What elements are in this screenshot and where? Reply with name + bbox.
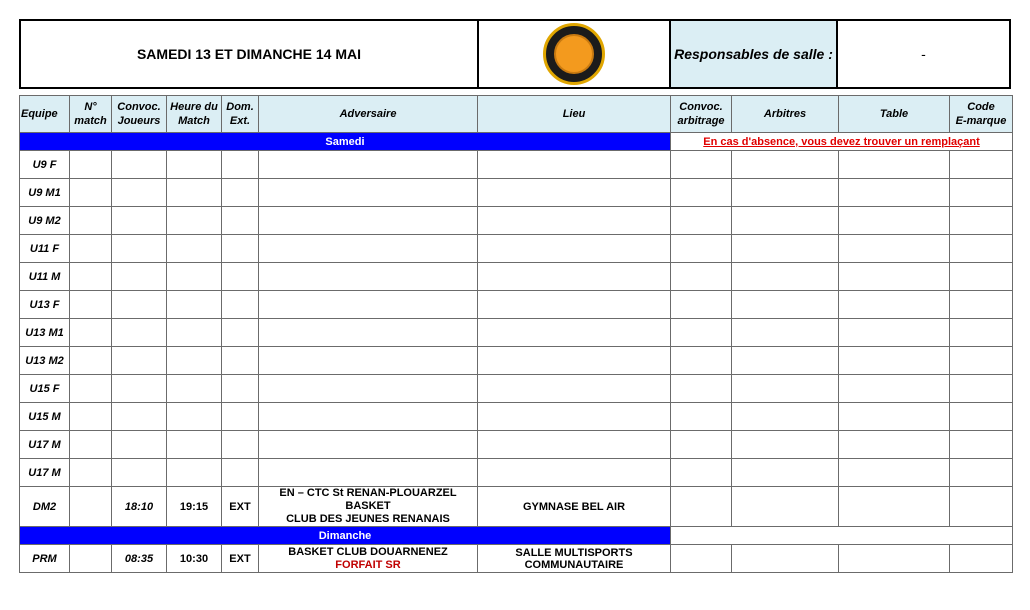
match-number-cell[interactable]: [70, 403, 112, 431]
adversaire-cell[interactable]: [259, 347, 478, 375]
table-cell[interactable]: [839, 487, 950, 527]
arbitres-cell[interactable]: [732, 207, 839, 235]
responsables-value[interactable]: -: [836, 19, 1011, 89]
heure-match-cell[interactable]: [167, 235, 222, 263]
convoc-joueurs-cell[interactable]: [112, 459, 167, 487]
heure-match-cell[interactable]: 10:30: [167, 545, 222, 573]
team-cell: U9 M1: [20, 179, 70, 207]
adversaire-cell[interactable]: BASKET CLUB DOUARNENEZ FORFAIT SR: [259, 545, 478, 573]
convoc-arbitrage-cell[interactable]: [671, 291, 732, 319]
heure-match-cell[interactable]: [167, 179, 222, 207]
adversaire-cell[interactable]: [259, 263, 478, 291]
heure-match-cell[interactable]: [167, 207, 222, 235]
dom-ext-cell[interactable]: [222, 375, 259, 403]
table-row: [20, 431, 1013, 459]
section-dimanche: [20, 527, 1013, 545]
team-cell: U13 M2: [20, 347, 70, 375]
lieu-cell[interactable]: [478, 403, 671, 431]
convoc-joueurs-cell[interactable]: [112, 375, 167, 403]
arbitres-cell[interactable]: [732, 291, 839, 319]
adversaire-cell[interactable]: [259, 235, 478, 263]
team-cell: U17 M: [20, 459, 70, 487]
adversaire-note: FORFAIT SR: [335, 558, 401, 571]
table-row: [20, 235, 1013, 263]
adversaire-cell[interactable]: [259, 291, 478, 319]
convoc-arbitrage-cell[interactable]: [671, 403, 732, 431]
heure-match-cell[interactable]: [167, 459, 222, 487]
convoc-arbitrage-cell[interactable]: [671, 459, 732, 487]
schedule-table: [19, 95, 1013, 573]
convoc-joueurs-cell[interactable]: [112, 431, 167, 459]
match-number-cell[interactable]: [70, 291, 112, 319]
match-number-cell[interactable]: [70, 347, 112, 375]
dom-ext-cell[interactable]: EXT: [222, 545, 259, 573]
table-cell[interactable]: [839, 179, 950, 207]
convoc-joueurs-cell[interactable]: [112, 347, 167, 375]
lieu-cell[interactable]: [478, 375, 671, 403]
arbitres-cell[interactable]: [732, 319, 839, 347]
team-cell: U9 F: [20, 151, 70, 179]
adversaire-cell[interactable]: [259, 431, 478, 459]
adversaire-cell[interactable]: [259, 151, 478, 179]
convoc-joueurs-cell[interactable]: [112, 403, 167, 431]
table-cell[interactable]: [839, 319, 950, 347]
table-row: [20, 151, 1013, 179]
team-cell: U15 F: [20, 375, 70, 403]
match-number-cell[interactable]: [70, 545, 112, 573]
convoc-joueurs-cell[interactable]: [112, 179, 167, 207]
match-number-cell[interactable]: [70, 207, 112, 235]
table-row: [20, 403, 1013, 431]
absence-notice: En cas d'absence, vous devez trouver un remplaçant: [671, 133, 1013, 151]
adversaire-cell[interactable]: [259, 375, 478, 403]
arbitres-cell[interactable]: [732, 179, 839, 207]
match-number-cell[interactable]: [70, 319, 112, 347]
col-adversaire: Adversaire: [259, 96, 478, 133]
lieu-cell[interactable]: [478, 263, 671, 291]
dom-ext-cell[interactable]: [222, 179, 259, 207]
code-emarque-cell[interactable]: [950, 235, 1013, 263]
column-header-row: [20, 96, 1013, 133]
dom-ext-cell[interactable]: [222, 319, 259, 347]
convoc-arbitrage-cell[interactable]: [671, 347, 732, 375]
team-cell: U11 M: [20, 263, 70, 291]
match-number-cell[interactable]: [70, 179, 112, 207]
heure-match-cell[interactable]: 19:15: [167, 487, 222, 527]
col-table: Table: [839, 96, 950, 133]
match-number-cell[interactable]: [70, 263, 112, 291]
basketball-icon: [554, 34, 594, 74]
dom-ext-cell[interactable]: [222, 235, 259, 263]
heure-match-cell[interactable]: [167, 319, 222, 347]
team-cell: U13 F: [20, 291, 70, 319]
match-number-cell[interactable]: [70, 431, 112, 459]
table-cell[interactable]: [839, 403, 950, 431]
dom-ext-cell[interactable]: [222, 151, 259, 179]
code-emarque-cell[interactable]: [950, 179, 1013, 207]
table-row: [20, 545, 1013, 573]
convoc-arbitrage-cell[interactable]: [671, 319, 732, 347]
code-emarque-cell[interactable]: [950, 431, 1013, 459]
table-row: [20, 179, 1013, 207]
lieu-cell[interactable]: [478, 207, 671, 235]
heure-match-cell[interactable]: [167, 347, 222, 375]
lieu-cell[interactable]: [478, 151, 671, 179]
team-cell: U17 M: [20, 431, 70, 459]
code-emarque-cell[interactable]: [950, 487, 1013, 527]
convoc-joueurs-cell[interactable]: [112, 263, 167, 291]
arbitres-cell[interactable]: [732, 487, 839, 527]
col-n-match: N° match: [70, 96, 112, 133]
club-logo-cell: [477, 19, 671, 89]
table-row: [20, 263, 1013, 291]
dom-ext-cell[interactable]: [222, 291, 259, 319]
convoc-joueurs-cell[interactable]: 18:10: [112, 487, 167, 527]
responsables-label: Responsables de salle :: [669, 19, 838, 89]
match-number-cell[interactable]: [70, 235, 112, 263]
table-row: [20, 207, 1013, 235]
convoc-arbitrage-cell[interactable]: [671, 431, 732, 459]
lieu-cell[interactable]: [478, 347, 671, 375]
col-heure-match: Heure du Match: [167, 96, 222, 133]
dom-ext-cell[interactable]: EXT: [222, 487, 259, 527]
col-dom-ext: Dom. Ext.: [222, 96, 259, 133]
adversaire-cell[interactable]: [259, 207, 478, 235]
convoc-joueurs-cell[interactable]: [112, 151, 167, 179]
heure-match-cell[interactable]: [167, 291, 222, 319]
adversaire-cell[interactable]: [259, 403, 478, 431]
col-code-emarque: Code E-marque: [950, 96, 1013, 133]
code-emarque-cell[interactable]: [950, 403, 1013, 431]
arbitres-cell[interactable]: [732, 235, 839, 263]
arbitres-cell[interactable]: [732, 151, 839, 179]
table-cell[interactable]: [839, 375, 950, 403]
lieu-cell[interactable]: [478, 291, 671, 319]
table-row: [20, 487, 1013, 527]
team-cell: U15 M: [20, 403, 70, 431]
convoc-arbitrage-cell[interactable]: [671, 545, 732, 573]
adversaire-cell[interactable]: [259, 179, 478, 207]
heure-match-cell[interactable]: [167, 431, 222, 459]
table-cell[interactable]: [839, 151, 950, 179]
dom-ext-cell[interactable]: [222, 207, 259, 235]
dom-ext-cell[interactable]: [222, 431, 259, 459]
table-cell[interactable]: [839, 291, 950, 319]
table-row: [20, 375, 1013, 403]
convoc-joueurs-cell[interactable]: [112, 207, 167, 235]
page-header: [19, 19, 1012, 89]
table-row: [20, 347, 1013, 375]
code-emarque-cell[interactable]: [950, 459, 1013, 487]
table-cell[interactable]: [839, 459, 950, 487]
lieu-cell[interactable]: [478, 431, 671, 459]
convoc-arbitrage-cell[interactable]: [671, 207, 732, 235]
arbitres-cell[interactable]: [732, 263, 839, 291]
team-cell: PRM: [20, 545, 70, 573]
heure-match-cell[interactable]: [167, 403, 222, 431]
col-arbitres: Arbitres: [732, 96, 839, 133]
adversaire-cell[interactable]: [259, 319, 478, 347]
code-emarque-cell[interactable]: [950, 375, 1013, 403]
lieu-cell[interactable]: SALLE MULTISPORTS COMMUNAUTAIRE: [478, 545, 671, 573]
table-cell[interactable]: [839, 545, 950, 573]
convoc-arbitrage-cell[interactable]: [671, 263, 732, 291]
lieu-cell[interactable]: GYMNASE BEL AIR: [478, 487, 671, 527]
heure-match-cell[interactable]: [167, 263, 222, 291]
table-cell[interactable]: [839, 263, 950, 291]
team-cell: U11 F: [20, 235, 70, 263]
arbitres-cell[interactable]: [732, 375, 839, 403]
basketball-club-logo-icon: [543, 23, 605, 85]
section-blank: [671, 527, 1013, 545]
convoc-joueurs-cell[interactable]: 08:35: [112, 545, 167, 573]
match-number-cell[interactable]: [70, 151, 112, 179]
match-number-cell[interactable]: [70, 487, 112, 527]
lieu-cell[interactable]: [478, 235, 671, 263]
convoc-joueurs-cell[interactable]: [112, 319, 167, 347]
code-emarque-cell[interactable]: [950, 319, 1013, 347]
code-emarque-cell[interactable]: [950, 291, 1013, 319]
arbitres-cell[interactable]: [732, 347, 839, 375]
convoc-arbitrage-cell[interactable]: [671, 375, 732, 403]
arbitres-cell[interactable]: [732, 545, 839, 573]
section-samedi: [20, 133, 1013, 151]
table-cell[interactable]: [839, 235, 950, 263]
code-emarque-cell[interactable]: [950, 151, 1013, 179]
lieu-cell[interactable]: [478, 459, 671, 487]
team-cell: DM2: [20, 487, 70, 527]
adversaire-note: CLUB DES JEUNES RENANAIS: [286, 513, 450, 525]
col-lieu: Lieu: [478, 96, 671, 133]
code-emarque-cell[interactable]: [950, 545, 1013, 573]
dom-ext-cell[interactable]: [222, 403, 259, 431]
heure-match-cell[interactable]: [167, 151, 222, 179]
match-number-cell[interactable]: [70, 459, 112, 487]
convoc-arbitrage-cell[interactable]: [671, 151, 732, 179]
convoc-arbitrage-cell[interactable]: [671, 487, 732, 527]
table-row: [20, 459, 1013, 487]
convoc-arbitrage-cell[interactable]: [671, 235, 732, 263]
lieu-cell[interactable]: [478, 179, 671, 207]
arbitres-cell[interactable]: [732, 403, 839, 431]
code-emarque-cell[interactable]: [950, 263, 1013, 291]
heure-match-cell[interactable]: [167, 375, 222, 403]
code-emarque-cell[interactable]: [950, 207, 1013, 235]
match-number-cell[interactable]: [70, 375, 112, 403]
table-row: [20, 291, 1013, 319]
section-label-samedi: Samedi: [20, 133, 671, 151]
table-row: [20, 319, 1013, 347]
col-convoc-arbitrage: Convoc. arbitrage: [671, 96, 732, 133]
lieu-cell[interactable]: [478, 319, 671, 347]
code-emarque-cell[interactable]: [950, 347, 1013, 375]
convoc-joueurs-cell[interactable]: [112, 291, 167, 319]
adversaire-cell[interactable]: [259, 459, 478, 487]
col-convoc-joueurs: Convoc. Joueurs: [112, 96, 167, 133]
dom-ext-cell[interactable]: [222, 347, 259, 375]
adversaire-cell[interactable]: EN – CTC St RENAN-PLOUARZEL BASKET CLUB DES JEUNES RENANAIS: [259, 487, 478, 527]
dom-ext-cell[interactable]: [222, 263, 259, 291]
dom-ext-cell[interactable]: [222, 459, 259, 487]
team-cell: U13 M1: [20, 319, 70, 347]
table-cell[interactable]: [839, 431, 950, 459]
page-title: SAMEDI 13 ET DIMANCHE 14 MAI: [19, 19, 479, 89]
convoc-arbitrage-cell[interactable]: [671, 179, 732, 207]
table-cell[interactable]: [839, 347, 950, 375]
arbitres-cell[interactable]: [732, 459, 839, 487]
col-equipe: Equipe: [20, 96, 70, 133]
team-cell: U9 M2: [20, 207, 70, 235]
arbitres-cell[interactable]: [732, 431, 839, 459]
convoc-joueurs-cell[interactable]: [112, 235, 167, 263]
section-label-dimanche: Dimanche: [20, 527, 671, 545]
table-cell[interactable]: [839, 207, 950, 235]
